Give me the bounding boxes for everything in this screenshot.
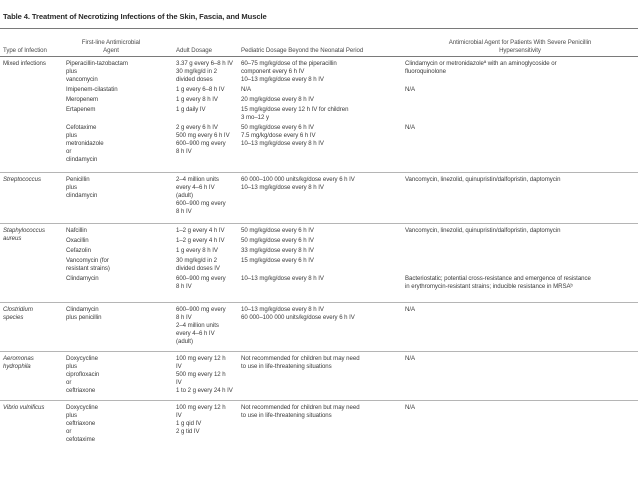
table-row-group	[0, 173, 638, 224]
cell-infection-type: Streptococcus	[3, 176, 41, 183]
cell-severe-hypersensitivity: Bacteriostatic; potential cross-resistance and emergence of resistance in erythromycin-resistant strains; inducible resistance in MRSAᵇ	[405, 275, 591, 290]
cell-pediatric-dosage: 50 mg/kg/dose every 6 h IV	[241, 227, 314, 234]
cell-pediatric-dosage: 60–75 mg/kg/dose of the piperacillin component every 6 h IV 10–13 mg/kg/dose every 8 h IV	[241, 60, 337, 83]
cell-adult-dosage: 1 g daily IV	[176, 106, 206, 113]
cell-adult-dosage: 1 g every 8 h IV	[176, 247, 218, 254]
cell-agent: Cefotaxime plus metronidazole or clindamycin	[66, 124, 104, 163]
cell-infection-type: Vibrio vulnificus	[3, 404, 45, 411]
cell-adult-dosage: 1 g every 8 h IV	[176, 96, 218, 103]
cell-severe-hypersensitivity: Vancomycin, linezolid, quinupristin/dalfopristin, daptomycin	[405, 227, 561, 234]
cell-severe-hypersensitivity: N/A	[405, 355, 416, 362]
cell-pediatric-dosage: Not recommended for children but may need to use in life-threatening situations	[241, 404, 360, 419]
cell-adult-dosage: 600–900 mg every 8 h IV	[176, 275, 226, 290]
cell-infection-type: Clostridium species	[3, 306, 33, 321]
cell-agent: Piperacillin-tazobactam plus vancomycin	[66, 60, 128, 83]
cell-adult-dosage: 3.37 g every 6–8 h IV 30 mg/kg/d in 2 divided doses	[176, 60, 233, 83]
cell-agent: Nafcillin	[66, 227, 87, 234]
top-rule	[0, 28, 638, 29]
cell-severe-hypersensitivity: N/A	[405, 124, 416, 131]
table-title: Table 4. Treatment of Necrotizing Infections of the Skin, Fascia, and Muscle	[3, 12, 267, 21]
cell-adult-dosage: 100 mg every 12 h IV 1 g qid IV 2 g tid IV	[176, 404, 226, 435]
cell-infection-type: Staphylococcus aureus	[3, 227, 45, 242]
cell-agent: Penicillin plus clindamycin	[66, 176, 98, 199]
cell-agent: Cefazolin	[66, 247, 91, 254]
cell-adult-dosage: 30 mg/kg/d in 2 divided doses IV	[176, 257, 220, 272]
cell-pediatric-dosage: 50 mg/kg/dose every 6 h IV 7.5 mg/kg/dose every 6 h IV 10–13 mg/kg/dose every 8 h IV	[241, 124, 324, 147]
cell-severe-hypersensitivity: N/A	[405, 404, 416, 411]
table-row-group	[0, 401, 638, 456]
cell-agent: Doxycycline plus ciprofloxacin or ceftriaxone	[66, 355, 100, 394]
cell-adult-dosage: 1 g every 6–8 h IV	[176, 86, 225, 93]
cell-agent: Ertapenem	[66, 106, 96, 113]
cell-severe-hypersensitivity: Vancomycin, linezolid, quinupristin/dalfopristin, daptomycin	[405, 176, 561, 183]
cell-adult-dosage: 600–900 mg every 8 h IV 2–4 million units every 4–6 h IV (adult)	[176, 306, 226, 345]
cell-pediatric-dosage: 50 mg/kg/dose every 6 h IV	[241, 237, 314, 244]
cell-pediatric-dosage: 33 mg/kg/dose every 8 h IV	[241, 247, 314, 254]
cell-pediatric-dosage: 15 mg/kg/dose every 12 h IV for children 3 mo–12 y	[241, 106, 349, 121]
cell-adult-dosage: 1–2 g every 4 h IV	[176, 227, 225, 234]
cell-agent: Meropenem	[66, 96, 99, 103]
cell-pediatric-dosage: 20 mg/kg/dose every 8 h IV	[241, 96, 314, 103]
table-row-group	[0, 224, 638, 303]
cell-adult-dosage: 100 mg every 12 h IV 500 mg every 12 h IV 1 to 2 g every 24 h IV	[176, 355, 233, 394]
cell-pediatric-dosage: Not recommended for children but may need to use in life-threatening situations	[241, 355, 360, 370]
table-row-group	[0, 57, 638, 173]
cell-adult-dosage: 2 g every 6 h IV 500 mg every 6 h IV 600–900 mg every 8 h IV	[176, 124, 230, 155]
cell-severe-hypersensitivity: N/A	[405, 86, 416, 93]
cell-pediatric-dosage: 10–13 mg/kg/dose every 8 h IV 60 000–100 000 units/kg/dose every 6 h IV	[241, 306, 355, 321]
cell-pediatric-dosage: 15 mg/kg/dose every 6 h IV	[241, 257, 314, 264]
cell-agent: Oxacillin	[66, 237, 89, 244]
cell-agent: Clindamycin plus penicillin	[66, 306, 102, 321]
cell-infection-type: Mixed infections	[3, 60, 46, 67]
cell-infection-type: Aeromonas hydrophila	[3, 355, 34, 370]
header-severe-hypersensitivity: Antimicrobial Agent for Patients With Severe Penicillin Hypersensitivity	[448, 39, 592, 54]
header-pediatric-dosage: Pediatric Dosage Beyond the Neonatal Period	[241, 47, 364, 54]
cell-pediatric-dosage: 10–13 mg/kg/dose every 8 h IV	[241, 275, 324, 282]
cell-pediatric-dosage: N/A	[241, 86, 252, 93]
table-row-group	[0, 352, 638, 401]
header-type-of-infection: Type of Infection	[3, 47, 47, 54]
table-body	[0, 57, 638, 456]
cell-agent: Imipenem-cilastatin	[66, 86, 118, 93]
cell-agent: Doxycycline plus ceftriaxone or cefotaxime	[66, 404, 98, 443]
cell-agent: Vancomycin (for resistant strains)	[66, 257, 110, 272]
cell-adult-dosage: 1–2 g every 4 h IV	[176, 237, 225, 244]
table-row-group	[0, 303, 638, 352]
cell-agent: Clindamycin	[66, 275, 99, 282]
cell-adult-dosage: 2–4 million units every 4–6 h IV (adult) 600–900 mg every 8 h IV	[176, 176, 226, 215]
cell-severe-hypersensitivity: Clindamycin or metronidazoleª with an aminoglycoside or fluoroquinolone	[405, 60, 557, 75]
cell-severe-hypersensitivity: N/A	[405, 306, 416, 313]
header-first-line-agent: First-line Antimicrobial Agent	[81, 39, 141, 54]
header-adult-dosage: Adult Dosage	[176, 47, 212, 54]
cell-pediatric-dosage: 60 000–100 000 units/kg/dose every 6 h IV 10–13 mg/kg/dose every 8 h IV	[241, 176, 355, 191]
